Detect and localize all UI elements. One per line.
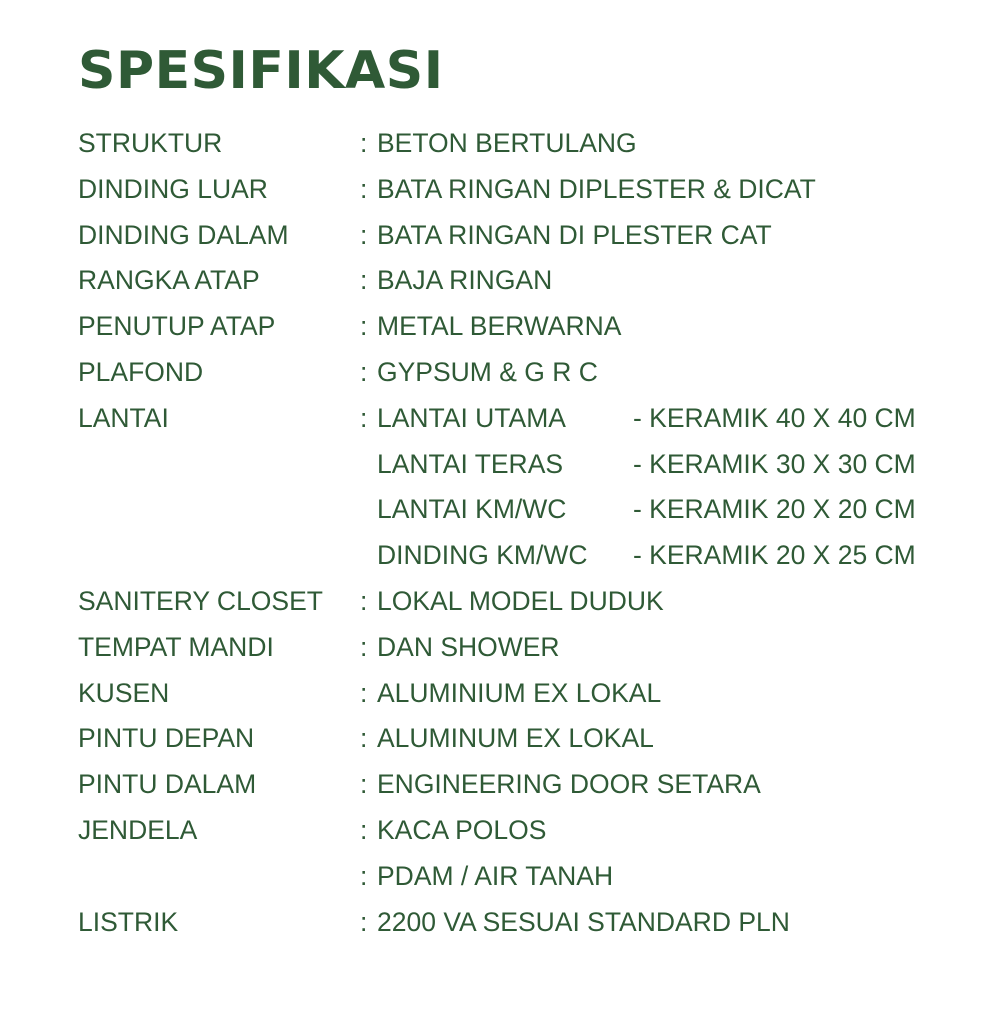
spec-subvalue: - KERAMIK 20 X 25 CM	[633, 540, 916, 571]
spec-row-dinding-dalam	[78, 213, 978, 259]
spec-value: LANTAI UTAMA	[377, 402, 566, 433]
spec-row-plafond	[78, 350, 978, 396]
spec-row-listrik	[78, 900, 978, 946]
spec-row-lantai-km-wc	[78, 487, 978, 533]
spec-row-pintu-dalam	[78, 762, 978, 808]
spec-value: PDAM / AIR TANAH	[377, 860, 614, 891]
spec-row-rangka-atap	[78, 258, 978, 304]
spec-subvalue: - KERAMIK 20 X 20 CM	[633, 494, 916, 525]
spec-label: DINDING DALAM	[78, 219, 289, 250]
spec-label: DINDING LUAR	[78, 173, 268, 204]
spec-value: LOKAL MODEL DUDUK	[377, 585, 664, 616]
page-title: SPESIFIKASI	[78, 41, 444, 101]
spec-row-tempat-mandi	[78, 625, 978, 671]
spec-label: PINTU DEPAN	[78, 723, 255, 754]
spec-colon: :	[360, 173, 368, 204]
spec-value: BATA RINGAN DIPLESTER & DICAT	[377, 173, 816, 204]
spec-colon: :	[360, 631, 368, 662]
spec-value: DINDING KM/WC	[377, 540, 588, 571]
spec-value: METAL BERWARNA	[377, 311, 622, 342]
spec-colon: :	[360, 723, 368, 754]
spec-colon: :	[360, 814, 368, 845]
spec-row-sanitery-closet	[78, 579, 978, 625]
spec-value: LANTAI TERAS	[377, 448, 564, 479]
spec-value: BATA RINGAN DI PLESTER CAT	[377, 219, 772, 250]
spec-label: SANITERY CLOSET	[78, 585, 323, 616]
spec-value: LANTAI KM/WC	[377, 494, 567, 525]
spec-label: PLAFOND	[78, 356, 204, 387]
spec-label: JENDELA	[78, 814, 198, 845]
spec-label: LISTRIK	[78, 906, 179, 937]
spec-value: ALUMINIUM EX LOKAL	[377, 677, 662, 708]
spec-colon: :	[360, 356, 368, 387]
spec-label: RANGKA ATAP	[78, 265, 260, 296]
spec-colon: :	[360, 402, 368, 433]
spec-colon: :	[360, 265, 368, 296]
spec-label: LANTAI	[78, 402, 169, 433]
spec-value: ENGINEERING DOOR SETARA	[377, 769, 761, 800]
spec-value: ALUMINUM EX LOKAL	[377, 723, 654, 754]
spec-label: PENUTUP ATAP	[78, 311, 276, 342]
spec-value: GYPSUM & G R C	[377, 356, 598, 387]
spec-row-jendela	[78, 808, 978, 854]
spec-value: DAN SHOWER	[377, 631, 560, 662]
spec-row-air	[78, 854, 978, 900]
spec-value: BAJA RINGAN	[377, 265, 553, 296]
spec-colon: :	[360, 311, 368, 342]
spec-colon: :	[360, 860, 368, 891]
spec-label: STRUKTUR	[78, 128, 223, 158]
spec-row-pintu-depan	[78, 716, 978, 762]
spec-row-struktur	[78, 121, 978, 167]
spec-colon: :	[360, 677, 368, 708]
spec-value: KACA POLOS	[377, 814, 547, 845]
spec-subvalue: - KERAMIK 40 X 40 CM	[633, 402, 916, 433]
spec-row-penutup-atap	[78, 304, 978, 350]
spec-colon: :	[360, 906, 368, 937]
spec-value: BETON BERTULANG	[377, 128, 637, 158]
spec-colon: :	[360, 769, 368, 800]
spec-label: KUSEN	[78, 677, 170, 708]
spec-row-kusen	[78, 671, 978, 717]
spec-row-dinding-luar	[78, 167, 978, 213]
spec-colon: :	[360, 128, 368, 158]
spec-label: PINTU DALAM	[78, 769, 257, 800]
spec-subvalue: - KERAMIK 30 X 30 CM	[633, 448, 916, 479]
spec-list	[78, 121, 978, 945]
spec-colon: :	[360, 585, 368, 616]
spec-row-lantai-teras	[78, 442, 978, 488]
spec-row-lantai	[78, 396, 978, 442]
spec-value: 2200 VA SESUAI STANDARD PLN	[377, 906, 790, 937]
spec-row-dinding-km-wc	[78, 533, 978, 579]
spec-colon: :	[360, 219, 368, 250]
spec-label: TEMPAT MANDI	[78, 631, 274, 662]
